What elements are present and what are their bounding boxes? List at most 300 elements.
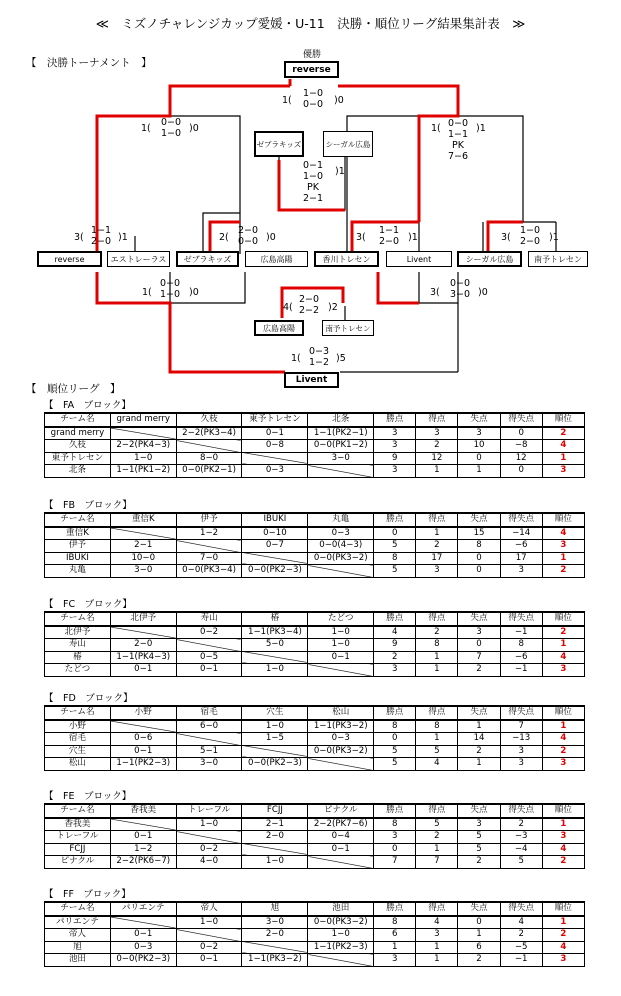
column-header: 勝点 [374, 612, 416, 626]
column-header: 勝点 [374, 804, 416, 818]
team-name-cell: 久枝 [45, 440, 111, 453]
result-cell: 5 [458, 831, 500, 844]
result-cell: 1 [416, 664, 458, 677]
result-cell: 0 [458, 916, 500, 929]
result-cell: 1−0 [176, 818, 242, 831]
league-table [44, 803, 585, 869]
result-cell: 1 [458, 758, 500, 771]
result-cell: 6 [374, 929, 416, 942]
team-name-cell: 丸亀 [45, 565, 111, 578]
tournament-heading: 【 決勝トーナメント 】 [26, 57, 152, 69]
result-cell: 3 [458, 626, 500, 639]
team-name-cell: 小野 [45, 720, 111, 733]
result-cell: 1 [458, 720, 500, 733]
column-header: 松山 [308, 706, 374, 720]
sf1-s2: 1−0 [160, 128, 182, 139]
result-cell: 8 [416, 720, 458, 733]
result-cell: 0−0(PK3−2) [308, 745, 374, 758]
result-cell [242, 843, 308, 856]
result-cell: 1 [416, 651, 458, 664]
table-row [45, 745, 585, 758]
champion-label: 優勝 [303, 50, 322, 60]
sf2-s1: 0−0 [447, 118, 469, 129]
result-cell: 0−1 [176, 664, 242, 677]
result-cell: 2−2(PK7−6) [308, 818, 374, 831]
result-cell: 3−0 [242, 916, 308, 929]
result-cell: 1−0 [242, 664, 308, 677]
result-cell [110, 916, 176, 929]
sf2-pk: PK [452, 140, 464, 151]
result-cell: 2−2(PK4−3) [110, 440, 176, 453]
team-name-cell: 宿毛 [45, 733, 111, 746]
result-cell: 2 [416, 831, 458, 844]
column-header: 失点 [458, 513, 500, 527]
lsf2-s2: 3−0 [449, 289, 471, 300]
result-cell: 2 [458, 954, 500, 967]
lsf1-score [155, 278, 185, 300]
column-header: 失点 [458, 612, 500, 626]
column-header: 伊予 [176, 513, 242, 527]
rank-cell: 1 [542, 639, 584, 652]
column-header: 得失点 [500, 413, 542, 427]
result-cell: 6−0 [176, 720, 242, 733]
result-cell: 2 [458, 664, 500, 677]
column-header: 得失点 [500, 706, 542, 720]
result-cell: 0−3 [308, 733, 374, 746]
result-cell: 1−1(PK2−3) [308, 941, 374, 954]
result-cell: 8 [416, 639, 458, 652]
result-cell: 17 [416, 552, 458, 565]
column-header: 小野 [110, 706, 176, 720]
column-header: チーム名 [45, 513, 111, 527]
rank-cell: 2 [542, 745, 584, 758]
block-heading: 【 FA ブロック】 [44, 400, 131, 411]
result-cell: 10−0 [110, 552, 176, 565]
result-cell: 7−0 [176, 552, 242, 565]
result-cell: 6 [458, 941, 500, 954]
column-header: 順位 [542, 612, 584, 626]
column-header: 香我美 [110, 804, 176, 818]
block-heading: 【 FC ブロック】 [44, 599, 132, 610]
result-cell: 0−2 [176, 626, 242, 639]
result-cell: 1−5 [242, 733, 308, 746]
table-row [45, 664, 585, 677]
result-cell: 1 [458, 929, 500, 942]
column-header: 久枝 [176, 413, 242, 427]
qf4-s1: 1−0 [519, 225, 541, 236]
team-name-cell: ピナクル [45, 856, 111, 869]
result-cell: −1 [500, 626, 542, 639]
qf3-s2: 2−0 [378, 236, 400, 247]
column-header: 得失点 [500, 902, 542, 916]
rank-cell: 3 [542, 540, 584, 553]
column-header: 順位 [542, 413, 584, 427]
result-cell: 1 [374, 941, 416, 954]
block-heading: 【 FE ブロック】 [44, 791, 132, 802]
result-cell: 2−0 [242, 929, 308, 942]
rank-cell: 2 [542, 565, 584, 578]
table-row [45, 527, 585, 540]
column-header: パリエンテ [110, 902, 176, 916]
lsf2-score [445, 278, 475, 300]
column-header: 順位 [542, 902, 584, 916]
result-cell: 5 [374, 758, 416, 771]
result-cell [308, 465, 374, 478]
result-cell: −1 [500, 954, 542, 967]
column-header: 宿毛 [176, 706, 242, 720]
column-header: ピナクル [308, 804, 374, 818]
sf1-right: )0 [189, 123, 199, 134]
qf3-score [374, 225, 404, 247]
result-cell: 4 [500, 916, 542, 929]
result-cell: 1 [458, 465, 500, 478]
table-row [45, 856, 585, 869]
qf3-s1: 1−1 [378, 225, 400, 236]
lsf1-s2: 1−0 [159, 289, 181, 300]
result-cell: 5 [374, 745, 416, 758]
qf2-s1: 2−0 [237, 225, 259, 236]
team-name-cell: FCJJ [45, 843, 111, 856]
result-cell [110, 818, 176, 831]
league-table [44, 901, 585, 967]
result-cell: 1−1(PK3−2) [308, 720, 374, 733]
qf2-right: )0 [266, 232, 276, 243]
result-cell: 0 [500, 465, 542, 478]
result-cell: 0−8 [242, 440, 308, 453]
team-box-6: Livent [386, 251, 452, 267]
result-cell: 1−2 [110, 843, 176, 856]
result-cell [242, 941, 308, 954]
result-cell: 0−0(PK1−2) [308, 440, 374, 453]
team-name-cell: grand merry [45, 427, 111, 440]
result-cell: 0−1 [110, 664, 176, 677]
lthird-s2: 2−2 [298, 305, 320, 316]
rank-cell: 4 [542, 651, 584, 664]
column-header: 帝人 [176, 902, 242, 916]
column-header: 得点 [416, 513, 458, 527]
sf2-score [443, 118, 473, 162]
column-header: 得点 [416, 902, 458, 916]
rank-cell: 2 [542, 626, 584, 639]
team-box-5: 香川トレセン [314, 251, 379, 267]
team-name-cell: 重信K [45, 527, 111, 540]
result-cell: 5 [374, 565, 416, 578]
third-s1: 0−1 [302, 160, 324, 171]
result-cell: −6 [500, 540, 542, 553]
lfinal-right: )5 [336, 353, 346, 364]
result-cell: 0−0(PK3−2) [308, 552, 374, 565]
lsf2-right: )0 [478, 287, 488, 298]
result-cell: 1−1(PK2−3) [110, 758, 176, 771]
result-cell: 1−1(PK3−4) [242, 626, 308, 639]
qf2-s2: 0−0 [237, 236, 259, 247]
result-cell [308, 565, 374, 578]
result-cell: 0−5 [176, 651, 242, 664]
result-cell: 1 [416, 843, 458, 856]
column-header: 順位 [542, 804, 584, 818]
result-cell: −8 [500, 440, 542, 453]
result-cell: 8−0 [176, 452, 242, 465]
result-cell [176, 929, 242, 942]
table-row [45, 427, 585, 440]
result-cell [242, 452, 308, 465]
column-header: たどつ [308, 612, 374, 626]
sf1-s1: 0−0 [160, 117, 182, 128]
rank-cell: 4 [542, 440, 584, 453]
result-cell: 3 [374, 465, 416, 478]
table-row [45, 465, 585, 478]
column-header: チーム名 [45, 902, 111, 916]
result-cell: 5 [458, 843, 500, 856]
rank-cell: 4 [542, 527, 584, 540]
result-cell: 0−4 [308, 831, 374, 844]
team-name-cell: 穴生 [45, 745, 111, 758]
sf2-s2: 1−1 [447, 129, 469, 140]
table-row [45, 941, 585, 954]
third-pks: 2−1 [302, 193, 324, 204]
result-cell: 9 [374, 452, 416, 465]
result-cell: 5−0 [242, 639, 308, 652]
result-cell: 5 [500, 856, 542, 869]
result-cell: 14 [458, 733, 500, 746]
lthird-left: 4( [283, 302, 293, 313]
column-header: チーム名 [45, 706, 111, 720]
column-header: 旭 [242, 902, 308, 916]
page-title: ≪ ミズノチャレンジカップ愛媛・U-11 決勝・順位リーグ結果集計表 ≫ [95, 16, 526, 31]
lfinal-winner: Livent [284, 372, 339, 388]
column-header: 得失点 [500, 513, 542, 527]
result-cell [176, 440, 242, 453]
result-cell: 0−1 [242, 427, 308, 440]
qf3-right: )1 [408, 232, 418, 243]
column-header: 得点 [416, 706, 458, 720]
team-name-cell: パリエンテ [45, 916, 111, 929]
column-header: 穴生 [242, 706, 308, 720]
result-cell: 7 [416, 856, 458, 869]
champion-box: reverse [284, 61, 339, 78]
result-cell: 0−6 [110, 733, 176, 746]
final-s1: 1−0 [302, 88, 324, 99]
table-row [45, 954, 585, 967]
result-cell: 2−0 [242, 831, 308, 844]
result-cell: 3 [416, 565, 458, 578]
lfinal-score [304, 346, 334, 368]
lsf2-s1: 0−0 [449, 278, 471, 289]
rank-cell: 4 [542, 941, 584, 954]
result-cell: 8 [374, 720, 416, 733]
team-box-1: reverse [37, 251, 102, 267]
result-cell: 0−3 [242, 465, 308, 478]
league-heading: 【 順位リーグ 】 [26, 383, 121, 395]
rank-cell: 3 [542, 831, 584, 844]
result-cell: 2 [500, 929, 542, 942]
result-cell: 2 [416, 540, 458, 553]
rank-cell: 2 [542, 856, 584, 869]
table-row [45, 818, 585, 831]
block-heading: 【 FF ブロック】 [44, 889, 131, 900]
result-cell [308, 954, 374, 967]
result-cell: 3 [374, 440, 416, 453]
column-header: 得点 [416, 413, 458, 427]
league-table [44, 512, 585, 578]
result-cell: 2 [416, 626, 458, 639]
qf4-s2: 2−0 [519, 236, 541, 247]
result-cell: 8 [374, 818, 416, 831]
result-cell: 7 [500, 720, 542, 733]
final-score [298, 88, 328, 110]
result-cell: 0−2 [176, 941, 242, 954]
team-name-cell: 北伊予 [45, 626, 111, 639]
column-header: grand merry [110, 413, 176, 427]
result-cell [110, 626, 176, 639]
result-cell: 0−0(PK2−3) [242, 565, 308, 578]
column-header: 勝点 [374, 413, 416, 427]
column-header: チーム名 [45, 804, 111, 818]
result-cell [308, 664, 374, 677]
result-cell: 0−7 [242, 540, 308, 553]
final-s2: 0−0 [302, 99, 324, 110]
result-cell: 7 [374, 856, 416, 869]
team-name-cell: 北条 [45, 465, 111, 478]
result-cell: 1−1(PK1−2) [110, 465, 176, 478]
result-cell: −6 [500, 651, 542, 664]
team-name-cell: 旭 [45, 941, 111, 954]
result-cell: 1−1(PK4−3) [110, 651, 176, 664]
result-cell: 17 [500, 552, 542, 565]
table-row [45, 639, 585, 652]
result-cell: 3 [374, 954, 416, 967]
third-team-b: シーガル広島 [323, 131, 373, 157]
column-header: 北伊予 [110, 612, 176, 626]
team-name-cell: 帝人 [45, 929, 111, 942]
sf2-pks: 7−6 [447, 151, 469, 162]
result-cell: −13 [500, 733, 542, 746]
result-cell: 3 [500, 758, 542, 771]
result-cell [176, 733, 242, 746]
team-name-cell: IBUKI [45, 552, 111, 565]
result-cell: 3−0 [176, 758, 242, 771]
rank-cell: 1 [542, 452, 584, 465]
result-cell: 3 [416, 929, 458, 942]
team-name-cell: 東予トレセン [45, 452, 111, 465]
result-cell [308, 758, 374, 771]
result-cell: 12 [416, 452, 458, 465]
result-cell: 8 [500, 639, 542, 652]
rank-cell: 1 [542, 552, 584, 565]
result-cell: 3 [416, 427, 458, 440]
result-cell [110, 720, 176, 733]
result-cell [242, 745, 308, 758]
result-cell: 0−2 [176, 843, 242, 856]
column-header: IBUKI [242, 513, 308, 527]
result-cell: 0−3 [308, 527, 374, 540]
lsf1-s1: 0−0 [159, 278, 181, 289]
result-cell: 0−1 [308, 843, 374, 856]
qf1-score [86, 225, 116, 247]
result-cell: 0−3 [110, 941, 176, 954]
result-cell: 1−0 [308, 639, 374, 652]
table-row [45, 843, 585, 856]
result-cell: 0−0(PK2−1) [176, 465, 242, 478]
result-cell: 2−1 [242, 818, 308, 831]
result-cell: 3 [374, 664, 416, 677]
table-row [45, 452, 585, 465]
result-cell: 8 [374, 916, 416, 929]
result-cell: 1−0 [242, 856, 308, 869]
column-header: 失点 [458, 804, 500, 818]
sf1-score [156, 117, 186, 139]
column-header: 失点 [458, 413, 500, 427]
qf1-left: 3( [74, 232, 84, 243]
team-name-cell: 伊予 [45, 540, 111, 553]
team-name-cell: トレーフル [45, 831, 111, 844]
team-box-3: ゼブラキッズ [176, 251, 239, 267]
result-cell: 4 [416, 916, 458, 929]
team-name-cell: 椿 [45, 651, 111, 664]
result-cell: 0−10 [242, 527, 308, 540]
team-box-7: シーガル広島 [457, 251, 522, 267]
result-cell: 1 [416, 954, 458, 967]
result-cell: 0−1 [176, 954, 242, 967]
table-row [45, 565, 585, 578]
table-row [45, 916, 585, 929]
result-cell: 0−0(4−3) [308, 540, 374, 553]
result-cell: 0 [458, 565, 500, 578]
third-score [298, 160, 328, 204]
result-cell: 0−0(PK2−3) [242, 758, 308, 771]
result-cell [110, 527, 176, 540]
team-name-cell: 寿山 [45, 639, 111, 652]
result-cell: 1 [416, 733, 458, 746]
column-header: 得失点 [500, 804, 542, 818]
result-cell: 1−0 [242, 720, 308, 733]
result-cell: −14 [500, 527, 542, 540]
column-header: 得点 [416, 804, 458, 818]
table-row [45, 440, 585, 453]
result-cell [176, 639, 242, 652]
lthird-team-b: 南予トレセン [322, 320, 374, 336]
result-cell: 0−0(PK2−3) [110, 954, 176, 967]
column-header: 寿山 [176, 612, 242, 626]
table-row [45, 552, 585, 565]
team-name-cell: 香我美 [45, 818, 111, 831]
result-cell: 0 [458, 552, 500, 565]
qf1-s1: 1−1 [90, 225, 112, 236]
result-cell: 1 [416, 527, 458, 540]
team-name-cell: 池田 [45, 954, 111, 967]
rank-cell: 3 [542, 954, 584, 967]
result-cell: −1 [500, 664, 542, 677]
result-cell: 0 [374, 843, 416, 856]
result-cell: 2 [374, 651, 416, 664]
result-cell: 3 [500, 745, 542, 758]
column-header: 勝点 [374, 706, 416, 720]
result-cell: 4−0 [176, 856, 242, 869]
column-header: FCJJ [242, 804, 308, 818]
result-cell: 0 [374, 527, 416, 540]
qf4-score [515, 225, 545, 247]
column-header: 順位 [542, 706, 584, 720]
result-cell: 0 [374, 733, 416, 746]
result-cell: 1−0 [110, 452, 176, 465]
result-cell: 7 [458, 651, 500, 664]
result-cell: 8 [374, 552, 416, 565]
result-cell [308, 856, 374, 869]
result-cell: 1−2 [176, 527, 242, 540]
result-cell: 2 [500, 818, 542, 831]
result-cell: 3 [500, 565, 542, 578]
rank-cell: 4 [542, 733, 584, 746]
